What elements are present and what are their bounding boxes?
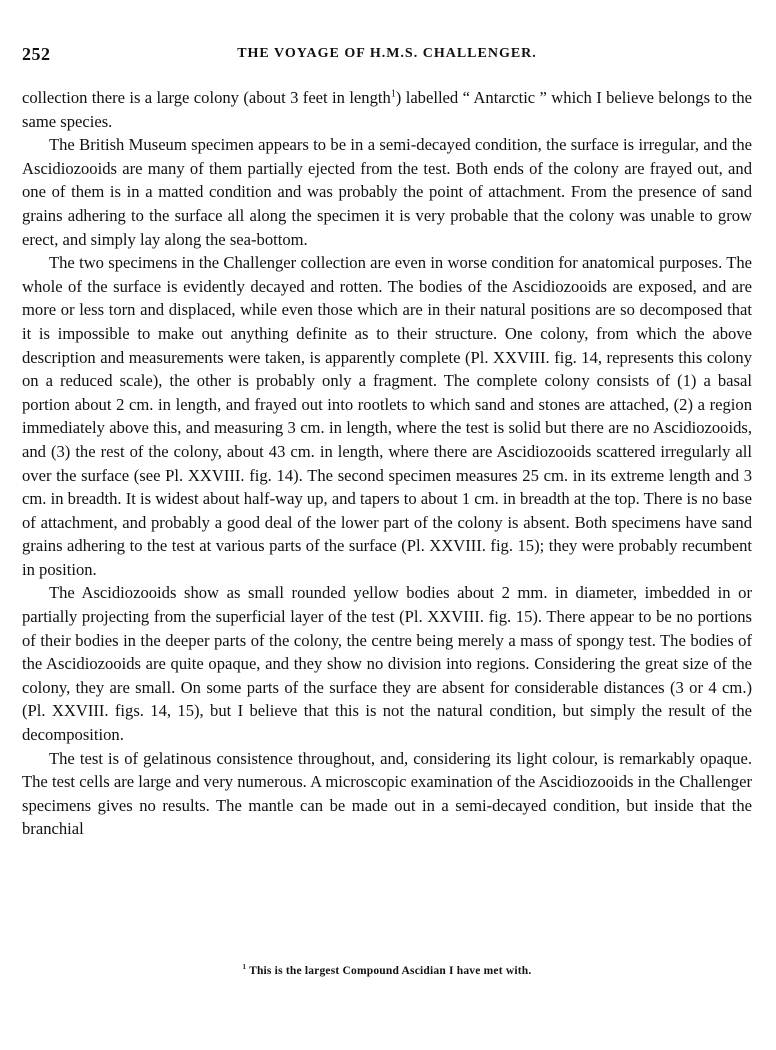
footnote-reference: 1 (390, 88, 396, 100)
body-text (22, 86, 752, 841)
paragraph-2: The British Museum specimen appears to be in a semi-decayed condition, the surface is irregular, and the Ascidiozooids are many of them partially ejected from the test. Both ends of the colony are frayed out, and one of them is in a matted condition and was probably the point of attachment. From the presence of sand grains adhering to the surface all along the specimen it is very probable that the colony was unable to grow erect, and simply lay along the sea-bottom. (22, 135, 752, 249)
paragraph-3: The two specimens in the Challenger collection are even in worse condition for anatomical purposes. The whole of the surface is evidently decayed and rotten. The bodies of the Ascidiozooids are exposed, and are more or less torn and displaced, while even those which are in their natural positions are so decomposed that it is impossible to make out anything definite as to their structure. One colony, from which the above description and measurements were taken, is apparently complete (Pl. XXVIII. fig. 14, represents this colony on a reduced scale), the other is probably only a fragment. The complete colony consists of (1) a basal portion about 2 cm. in length, and frayed out into rootlets to which sand and stones are attached, (2) a region immediately above this, and measuring 3 cm. in length, where the test is solid but there are no Ascidiozooids, and (3) the rest of the colony, about 43 cm. in length, where there are Ascidiozooids scattered irregularly all over the surface (see Pl. XXVIII. fig. 14). The second specimen measures 25 cm. in its extreme length and 3 cm. in breadth. It is widest about half-way up, and tapers to about 1 cm. in breadth at the top. There is no base of attachment, and probably a good deal of the lower part of the colony is absent. Both specimens have sand grains adhering to the test at various parts of the surface (Pl. XXVIII. fig. 15); they were probably recumbent in position. (22, 253, 752, 579)
footnote (22, 965, 752, 977)
footnote-marker: 1 (242, 964, 247, 972)
footnote-text: This is the largest Compound Ascidian I have met with. (246, 965, 532, 977)
page-number: 252 (22, 44, 51, 64)
paragraph-text: ) labelled “ Antarctic ” which I believe belongs to the same species. (22, 88, 752, 131)
paragraph-5: The test is of gelatinous consistence throughout, and, considering its light colour, is remarkably opaque. The test cells are large and very numerous. A microscopic examination of the Ascidiozooids in the Challenger specimens gives no results. The mantle can be made out in a semi-decayed condition, but inside that the branchial (22, 748, 752, 839)
paragraph-text: collection there is a large colony (about 3 feet in length (22, 88, 391, 107)
running-title: THE VOYAGE OF H.M.S. CHALLENGER. (237, 46, 537, 61)
paragraph-1 (22, 86, 752, 133)
paragraph-4: The Ascidiozooids show as small rounded yellow bodies about 2 mm. in diameter, imbedded in or partially projecting from the superficial layer of the test (Pl. XXVIII. fig. 15). There appear to be no portions of their bodies in the deeper parts of the colony, the centre being merely a mass of spongy test. The bodies of the Ascidiozooids are quite opaque, and they show no division into regions. Considering the great size of the colony, they are small. On some parts of the surface they are absent for considerable distances (3 or 4 cm.) (Pl. XXVIII. figs. 14, 15), but I believe that this is not the natural condition, but simply the result of the decomposition. (22, 583, 752, 745)
page-header (22, 44, 752, 68)
